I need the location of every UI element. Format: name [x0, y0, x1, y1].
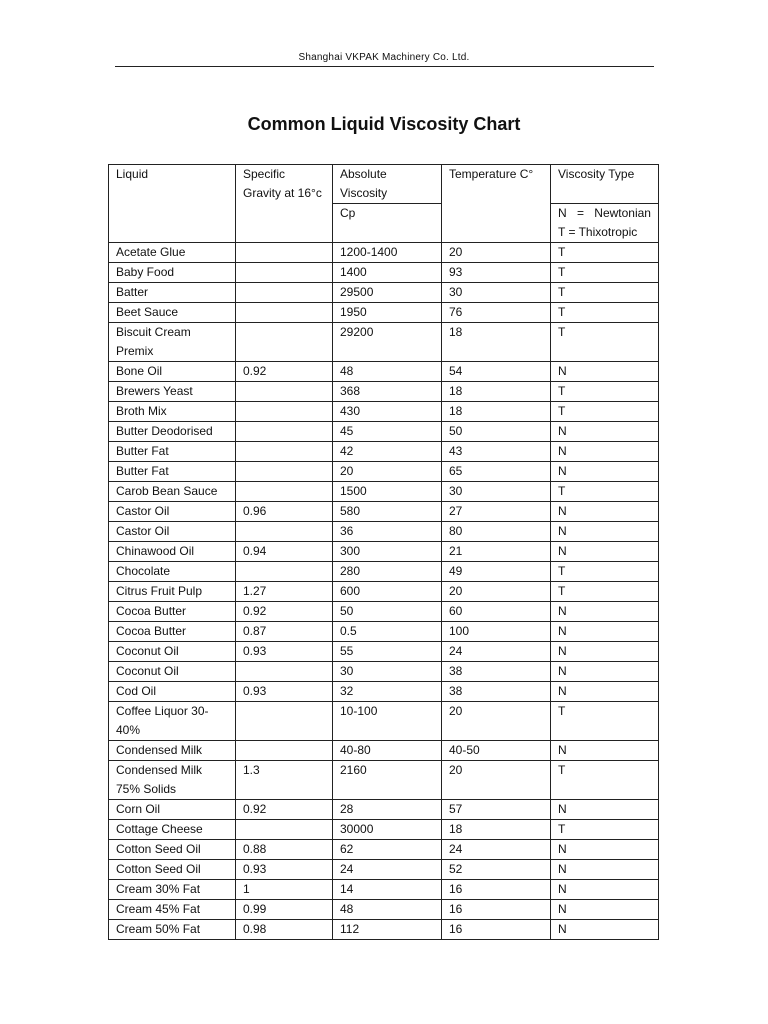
cell-viscosity: 112 — [333, 920, 442, 940]
header-viscosity-type: Viscosity Type — [551, 165, 659, 204]
cell-temperature: 30 — [442, 482, 551, 502]
cell-viscosity-type: N — [551, 542, 659, 562]
header-viscosity-unit: Cp — [333, 204, 442, 243]
cell-temperature: 20 — [442, 761, 551, 800]
cell-temperature: 65 — [442, 462, 551, 482]
cell-liquid: Castor Oil — [109, 522, 236, 542]
cell-viscosity-type: N — [551, 502, 659, 522]
cell-liquid: Brewers Yeast — [109, 382, 236, 402]
cell-viscosity: 1500 — [333, 482, 442, 502]
cell-specific-gravity — [236, 283, 333, 303]
cell-specific-gravity — [236, 741, 333, 761]
cell-temperature: 18 — [442, 820, 551, 840]
cell-temperature: 57 — [442, 800, 551, 820]
cell-viscosity: 40-80 — [333, 741, 442, 761]
table-row — [109, 820, 659, 840]
cell-liquid: Butter Fat — [109, 462, 236, 482]
cell-temperature: 30 — [442, 283, 551, 303]
cell-specific-gravity — [236, 243, 333, 263]
cell-viscosity-type: T — [551, 382, 659, 402]
cell-specific-gravity — [236, 462, 333, 482]
header-absolute-viscosity: Absolute Viscosity — [333, 165, 442, 204]
cell-temperature: 16 — [442, 880, 551, 900]
cell-liquid: Cocoa Butter — [109, 602, 236, 622]
cell-specific-gravity: 0.92 — [236, 362, 333, 382]
cell-specific-gravity — [236, 522, 333, 542]
cell-liquid: Cream 30% Fat — [109, 880, 236, 900]
legend-newtonian: N = Newtonian — [558, 206, 651, 220]
cell-temperature: 20 — [442, 582, 551, 602]
cell-viscosity-type: T — [551, 402, 659, 422]
cell-viscosity: 30 — [333, 662, 442, 682]
cell-specific-gravity: 0.96 — [236, 502, 333, 522]
cell-liquid: Cottage Cheese — [109, 820, 236, 840]
table-row — [109, 422, 659, 442]
cell-viscosity-type: T — [551, 243, 659, 263]
cell-specific-gravity — [236, 323, 333, 362]
cell-specific-gravity: 0.98 — [236, 920, 333, 940]
cell-temperature: 43 — [442, 442, 551, 462]
cell-specific-gravity: 1.3 — [236, 761, 333, 800]
cell-liquid: Baby Food — [109, 263, 236, 283]
table-row — [109, 840, 659, 860]
table-row — [109, 542, 659, 562]
cell-viscosity-type: N — [551, 840, 659, 860]
cell-temperature: 100 — [442, 622, 551, 642]
cell-specific-gravity: 0.92 — [236, 800, 333, 820]
cell-viscosity-type: N — [551, 900, 659, 920]
cell-liquid: Condensed Milk — [109, 741, 236, 761]
table-header-row — [109, 165, 659, 204]
cell-viscosity: 24 — [333, 860, 442, 880]
cell-liquid: Corn Oil — [109, 800, 236, 820]
cell-viscosity: 368 — [333, 382, 442, 402]
table-row — [109, 522, 659, 542]
cell-viscosity: 20 — [333, 462, 442, 482]
cell-viscosity: 1200-1400 — [333, 243, 442, 263]
table-row — [109, 920, 659, 940]
cell-viscosity: 300 — [333, 542, 442, 562]
cell-temperature: 16 — [442, 900, 551, 920]
cell-specific-gravity — [236, 382, 333, 402]
cell-temperature: 49 — [442, 562, 551, 582]
cell-viscosity-type: T — [551, 323, 659, 362]
cell-temperature: 24 — [442, 840, 551, 860]
cell-viscosity-type: N — [551, 682, 659, 702]
table-row — [109, 602, 659, 622]
cell-liquid: Cotton Seed Oil — [109, 840, 236, 860]
cell-liquid: Castor Oil — [109, 502, 236, 522]
cell-temperature: 24 — [442, 642, 551, 662]
cell-viscosity-type: T — [551, 562, 659, 582]
cell-viscosity: 1950 — [333, 303, 442, 323]
cell-viscosity: 1400 — [333, 263, 442, 283]
table-row — [109, 303, 659, 323]
cell-viscosity: 29200 — [333, 323, 442, 362]
cell-liquid: Butter Deodorised — [109, 422, 236, 442]
table-row — [109, 761, 659, 800]
cell-specific-gravity — [236, 422, 333, 442]
cell-liquid: Cocoa Butter — [109, 622, 236, 642]
cell-liquid: Cream 50% Fat — [109, 920, 236, 940]
cell-viscosity-type: N — [551, 642, 659, 662]
table-row — [109, 323, 659, 362]
cell-specific-gravity: 0.94 — [236, 542, 333, 562]
header-divider — [115, 66, 654, 67]
table-row — [109, 243, 659, 263]
cell-specific-gravity: 0.93 — [236, 682, 333, 702]
cell-temperature: 16 — [442, 920, 551, 940]
cell-liquid: Coconut Oil — [109, 642, 236, 662]
cell-viscosity-type: T — [551, 761, 659, 800]
cell-specific-gravity: 0.93 — [236, 860, 333, 880]
cell-liquid: Batter — [109, 283, 236, 303]
cell-liquid: Chinawood Oil — [109, 542, 236, 562]
table-row — [109, 263, 659, 283]
header-liquid: Liquid — [109, 165, 236, 243]
cell-specific-gravity: 0.93 — [236, 642, 333, 662]
company-header: Shanghai VKPAK Machinery Co. Ltd. — [298, 52, 470, 63]
cell-liquid: Acetate Glue — [109, 243, 236, 263]
cell-temperature: 80 — [442, 522, 551, 542]
cell-viscosity: 580 — [333, 502, 442, 522]
table-row — [109, 402, 659, 422]
cell-viscosity: 14 — [333, 880, 442, 900]
cell-liquid: Biscuit Cream Premix — [109, 323, 236, 362]
cell-viscosity-type: T — [551, 303, 659, 323]
table-row — [109, 382, 659, 402]
cell-specific-gravity — [236, 303, 333, 323]
cell-viscosity: 62 — [333, 840, 442, 860]
cell-viscosity-type: T — [551, 263, 659, 283]
cell-specific-gravity — [236, 562, 333, 582]
cell-liquid: Butter Fat — [109, 442, 236, 462]
cell-viscosity: 10-100 — [333, 702, 442, 741]
cell-specific-gravity: 1.27 — [236, 582, 333, 602]
cell-liquid: Broth Mix — [109, 402, 236, 422]
cell-specific-gravity: 0.92 — [236, 602, 333, 622]
cell-specific-gravity — [236, 702, 333, 741]
cell-liquid: Coffee Liquor 30-40% — [109, 702, 236, 741]
cell-liquid: Cod Oil — [109, 682, 236, 702]
cell-viscosity-type: N — [551, 880, 659, 900]
table-row — [109, 562, 659, 582]
cell-viscosity-type: N — [551, 920, 659, 940]
cell-temperature: 52 — [442, 860, 551, 880]
cell-viscosity: 42 — [333, 442, 442, 462]
table-row — [109, 582, 659, 602]
cell-liquid: Chocolate — [109, 562, 236, 582]
cell-viscosity: 280 — [333, 562, 442, 582]
cell-temperature: 18 — [442, 323, 551, 362]
cell-viscosity-type: N — [551, 622, 659, 642]
cell-temperature: 76 — [442, 303, 551, 323]
table-row — [109, 283, 659, 303]
cell-viscosity-type: T — [551, 820, 659, 840]
table-row — [109, 702, 659, 741]
cell-viscosity-type: N — [551, 422, 659, 442]
cell-viscosity: 430 — [333, 402, 442, 422]
cell-temperature: 38 — [442, 682, 551, 702]
cell-liquid: Carob Bean Sauce — [109, 482, 236, 502]
cell-viscosity: 30000 — [333, 820, 442, 840]
cell-viscosity-type: T — [551, 482, 659, 502]
header-specific-gravity: Specific Gravity at 16°c — [236, 165, 333, 243]
table-row — [109, 682, 659, 702]
cell-temperature: 54 — [442, 362, 551, 382]
table-row — [109, 642, 659, 662]
cell-temperature: 40-50 — [442, 741, 551, 761]
cell-viscosity: 45 — [333, 422, 442, 442]
cell-specific-gravity — [236, 820, 333, 840]
cell-viscosity: 2160 — [333, 761, 442, 800]
table-row — [109, 880, 659, 900]
header-type-legend — [551, 204, 659, 243]
cell-viscosity: 50 — [333, 602, 442, 622]
cell-viscosity: 32 — [333, 682, 442, 702]
cell-viscosity-type: N — [551, 741, 659, 761]
table-row — [109, 860, 659, 880]
cell-temperature: 93 — [442, 263, 551, 283]
cell-viscosity: 0.5 — [333, 622, 442, 642]
cell-viscosity: 29500 — [333, 283, 442, 303]
cell-specific-gravity — [236, 662, 333, 682]
table-row — [109, 622, 659, 642]
cell-specific-gravity — [236, 402, 333, 422]
cell-viscosity: 48 — [333, 362, 442, 382]
table-row — [109, 662, 659, 682]
cell-viscosity: 48 — [333, 900, 442, 920]
cell-liquid: Bone Oil — [109, 362, 236, 382]
cell-temperature: 20 — [442, 702, 551, 741]
cell-viscosity: 28 — [333, 800, 442, 820]
header-temperature: Temperature C° — [442, 165, 551, 243]
cell-liquid: Citrus Fruit Pulp — [109, 582, 236, 602]
cell-viscosity: 600 — [333, 582, 442, 602]
cell-liquid: Condensed Milk 75% Solids — [109, 761, 236, 800]
cell-specific-gravity: 0.99 — [236, 900, 333, 920]
cell-viscosity-type: T — [551, 702, 659, 741]
cell-liquid: Beet Sauce — [109, 303, 236, 323]
table-row — [109, 741, 659, 761]
table-row — [109, 462, 659, 482]
legend-thixotropic: T = Thixotropic — [558, 225, 638, 239]
cell-temperature: 50 — [442, 422, 551, 442]
table-row — [109, 900, 659, 920]
table-row — [109, 800, 659, 820]
cell-specific-gravity — [236, 442, 333, 462]
cell-temperature: 18 — [442, 402, 551, 422]
cell-viscosity-type: N — [551, 442, 659, 462]
page-title: Common Liquid Viscosity Chart — [247, 114, 521, 134]
cell-temperature: 21 — [442, 542, 551, 562]
cell-viscosity-type: N — [551, 800, 659, 820]
cell-specific-gravity: 0.88 — [236, 840, 333, 860]
table-row — [109, 442, 659, 462]
table-row — [109, 482, 659, 502]
cell-liquid: Cream 45% Fat — [109, 900, 236, 920]
cell-viscosity-type: N — [551, 362, 659, 382]
table-row — [109, 502, 659, 522]
viscosity-table — [108, 164, 659, 940]
cell-viscosity: 55 — [333, 642, 442, 662]
cell-viscosity-type: N — [551, 860, 659, 880]
cell-viscosity-type: N — [551, 462, 659, 482]
cell-temperature: 20 — [442, 243, 551, 263]
cell-specific-gravity: 0.87 — [236, 622, 333, 642]
cell-viscosity-type: T — [551, 582, 659, 602]
cell-viscosity-type: N — [551, 662, 659, 682]
cell-temperature: 27 — [442, 502, 551, 522]
cell-temperature: 38 — [442, 662, 551, 682]
cell-specific-gravity — [236, 482, 333, 502]
cell-liquid: Cotton Seed Oil — [109, 860, 236, 880]
cell-viscosity-type: N — [551, 522, 659, 542]
cell-temperature: 60 — [442, 602, 551, 622]
cell-liquid: Coconut Oil — [109, 662, 236, 682]
cell-viscosity-type: T — [551, 283, 659, 303]
cell-viscosity: 36 — [333, 522, 442, 542]
table-row — [109, 362, 659, 382]
cell-specific-gravity: 1 — [236, 880, 333, 900]
cell-temperature: 18 — [442, 382, 551, 402]
cell-specific-gravity — [236, 263, 333, 283]
cell-viscosity-type: N — [551, 602, 659, 622]
